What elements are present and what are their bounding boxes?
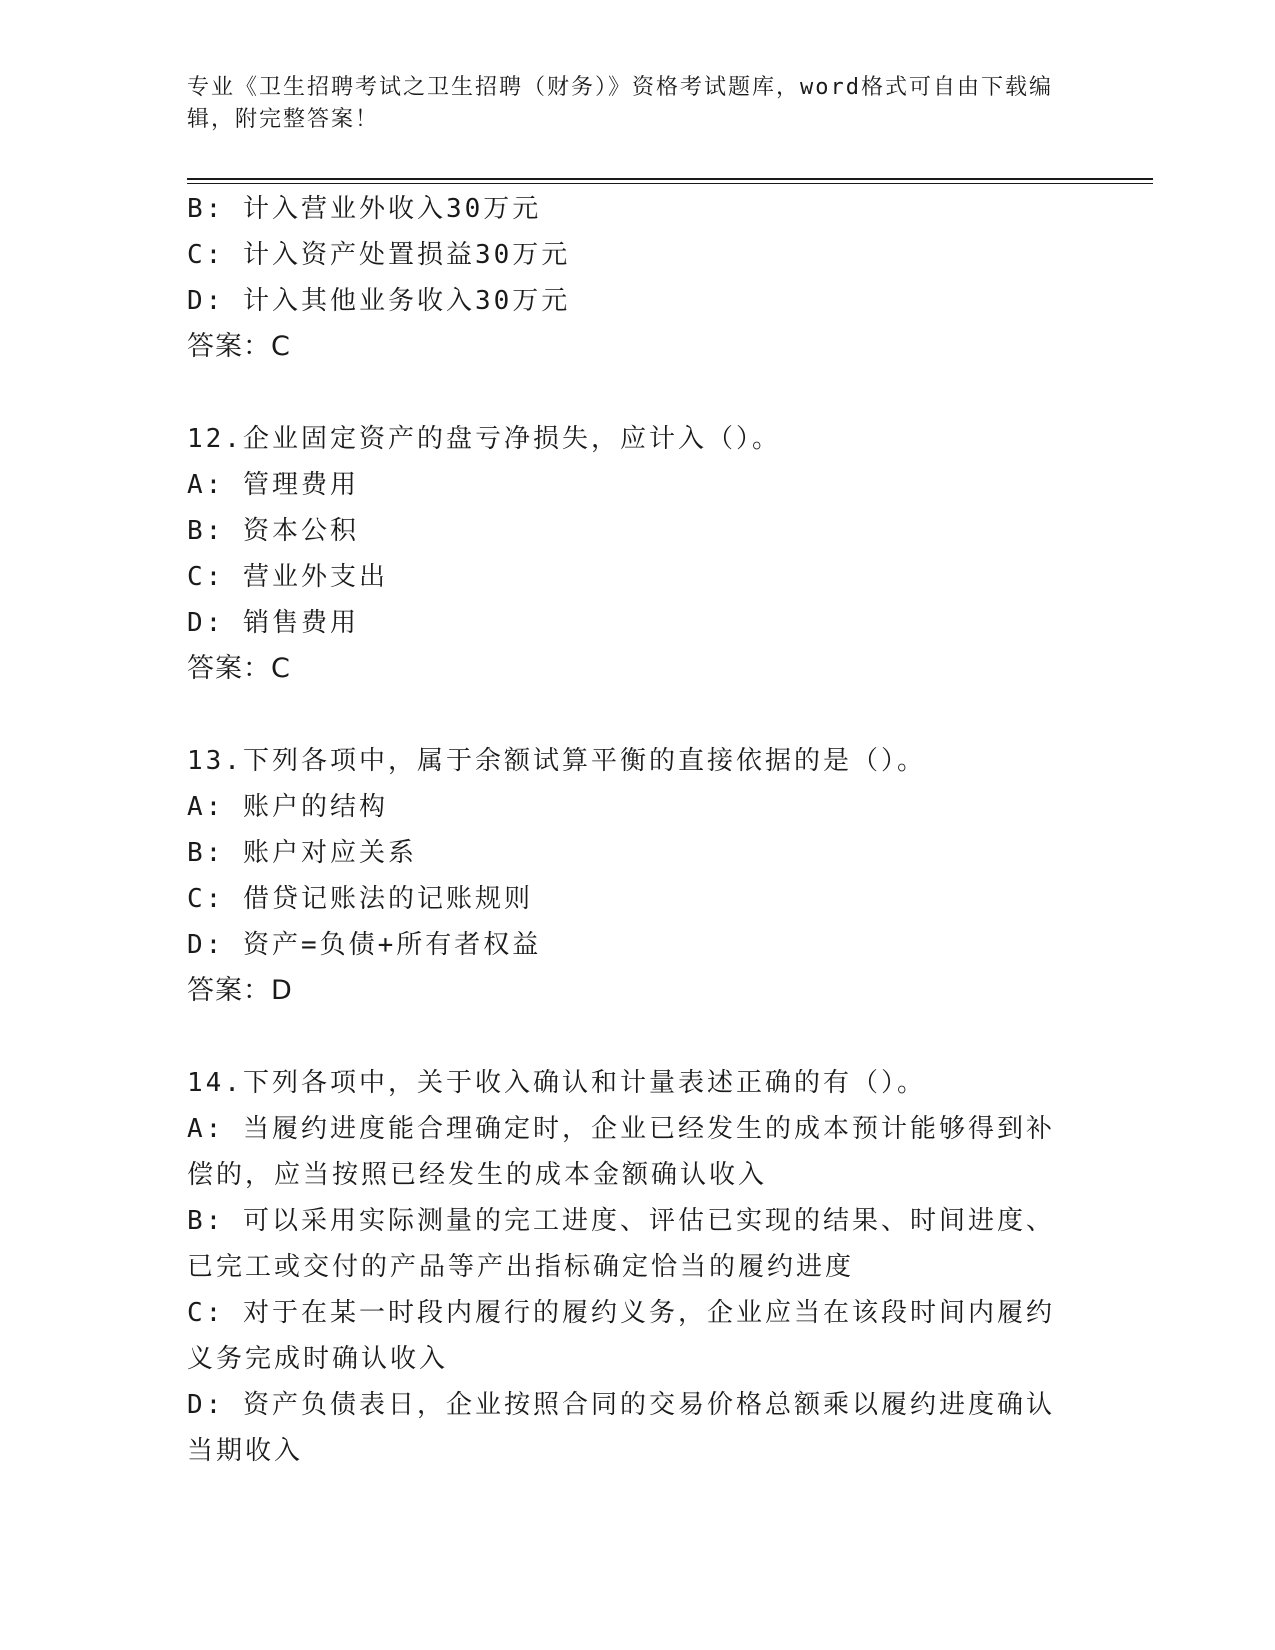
option-d: D: 计入其他业务收入30万元 (187, 286, 571, 316)
option-c: C: 营业外支出 (187, 562, 388, 592)
question-stem: 12.企业固定资产的盘亏净损失，应计入（）。 (187, 424, 781, 454)
option-d: D: 资产=负债+所有者权益 (187, 930, 542, 960)
question-11-continued (187, 186, 1077, 370)
option-c: C: 借贷记账法的记账规则 (187, 884, 533, 914)
option-d: D: 资产负债表日，企业按照合同的交易价格总额乘以履约进度确认当期收入 (187, 1390, 1055, 1466)
option-c: C: 计入资产处置损益30万元 (187, 240, 571, 270)
question-14 (187, 1060, 1077, 1474)
option-c: C: 对于在某一时段内履行的履约义务，企业应当在该段时间内履约义务完成时确认收入 (187, 1298, 1055, 1374)
question-content (187, 186, 1077, 1474)
option-b: B: 账户对应关系 (187, 838, 417, 868)
header-divider-thin (187, 183, 1153, 184)
option-b: B: 资本公积 (187, 516, 359, 546)
header-divider-thick (187, 178, 1153, 180)
option-a: A: 管理费用 (187, 470, 359, 500)
option-a: A: 账户的结构 (187, 792, 388, 822)
question-13 (187, 738, 1077, 1014)
option-d: D: 销售费用 (187, 608, 359, 638)
answer-line: 答案：C (187, 331, 291, 362)
question-stem: 14.下列各项中，关于收入确认和计量表述正确的有（）。 (187, 1068, 926, 1098)
answer-line: 答案：C (187, 653, 291, 684)
spacer (187, 1014, 1077, 1060)
option-b: B: 计入营业外收入30万元 (187, 194, 542, 224)
option-b: B: 可以采用实际测量的完工进度、评估已实现的结果、时间进度、已完工或交付的产品等产出指标确定恰当的履约进度 (187, 1206, 1055, 1282)
question-stem: 13.下列各项中，属于余额试算平衡的直接依据的是（）。 (187, 746, 926, 776)
question-12 (187, 416, 1077, 692)
spacer (187, 370, 1077, 416)
spacer (187, 692, 1077, 738)
option-a: A: 当履约进度能合理确定时，企业已经发生的成本预计能够得到补偿的，应当按照已经发生的成本金额确认收入 (187, 1114, 1055, 1190)
answer-line: 答案：D (187, 975, 293, 1006)
document-header: 专业《卫生招聘考试之卫生招聘（财务）》资格考试题库，word格式可自由下载编辑，附完整答案！ (187, 75, 1053, 132)
